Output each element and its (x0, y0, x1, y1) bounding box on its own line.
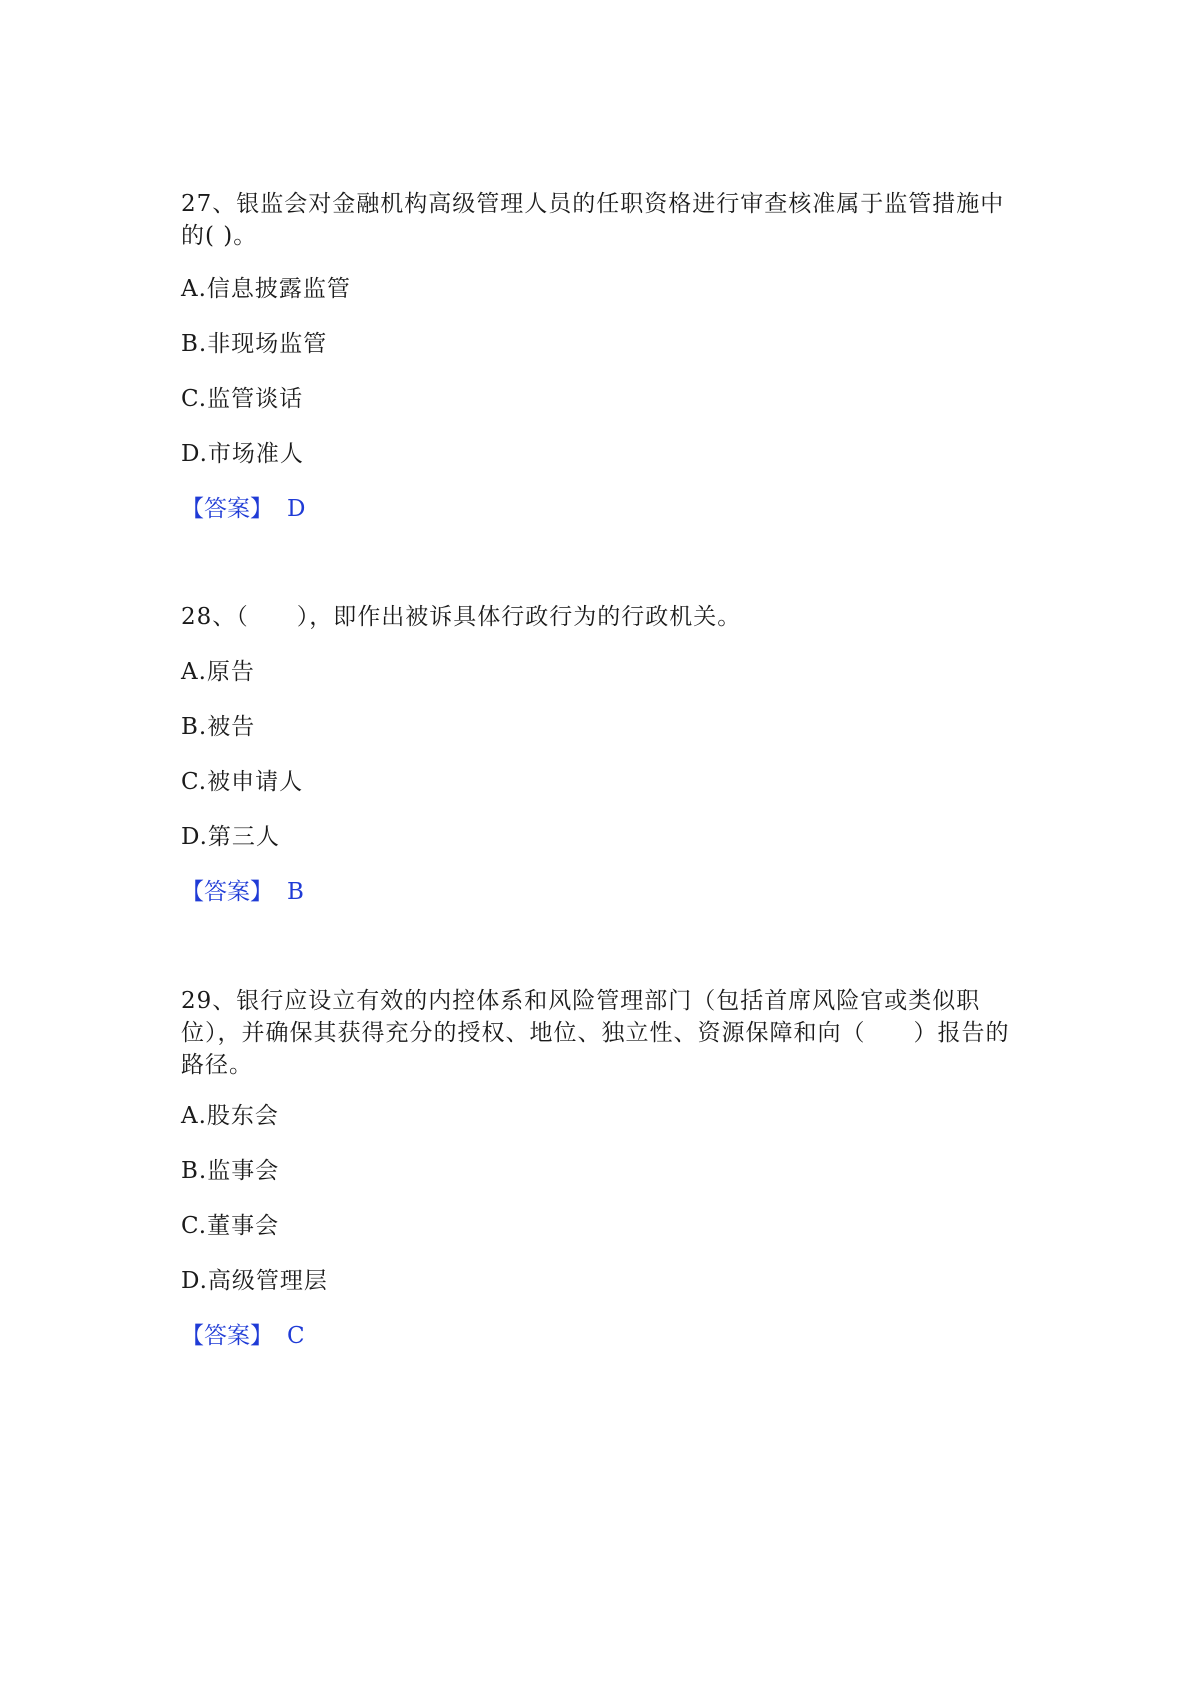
answer-line (181, 493, 305, 525)
option-a: A.原告 (181, 659, 255, 685)
option-b: B.被告 (181, 714, 256, 740)
question-stem: 27、银监会对金融机构高级管理人员的任职资格进行审查核准属于监管措施中的( )。 (181, 191, 1005, 249)
question-27 (181, 188, 1011, 522)
answer-value: D (287, 496, 306, 522)
option-a: A.信息披露监管 (181, 276, 351, 302)
option-a: A.股东会 (181, 1103, 279, 1129)
answer-value: B (287, 879, 304, 905)
option-c: C.监管谈话 (181, 386, 304, 412)
answer-label: 【答案】 (181, 879, 273, 905)
question-29 (181, 985, 1011, 1349)
question-stem: 28、（ ），即作出被诉具体行政行为的行政机关。 (181, 604, 742, 630)
answer-label: 【答案】 (181, 496, 273, 522)
question-stem: 29、银行应设立有效的内控体系和风险管理部门（包括首席风险官或类似职位），并确保其获得充分的授权、地位、独立性、资源保障和向（ ）报告的路径。 (181, 988, 1010, 1078)
option-c: C.被申请人 (181, 769, 304, 795)
answer-line (181, 1320, 305, 1352)
answer-line (181, 876, 304, 908)
answer-value: C (287, 1323, 305, 1349)
option-d: D.市场准人 (181, 441, 304, 467)
option-c: C.董事会 (181, 1213, 280, 1239)
option-b: B.监事会 (181, 1158, 280, 1184)
question-28 (181, 601, 1011, 905)
option-d: D.第三人 (181, 824, 280, 850)
option-d: D.高级管理层 (181, 1268, 328, 1294)
option-b: B.非现场监管 (181, 331, 328, 357)
answer-label: 【答案】 (181, 1323, 273, 1349)
